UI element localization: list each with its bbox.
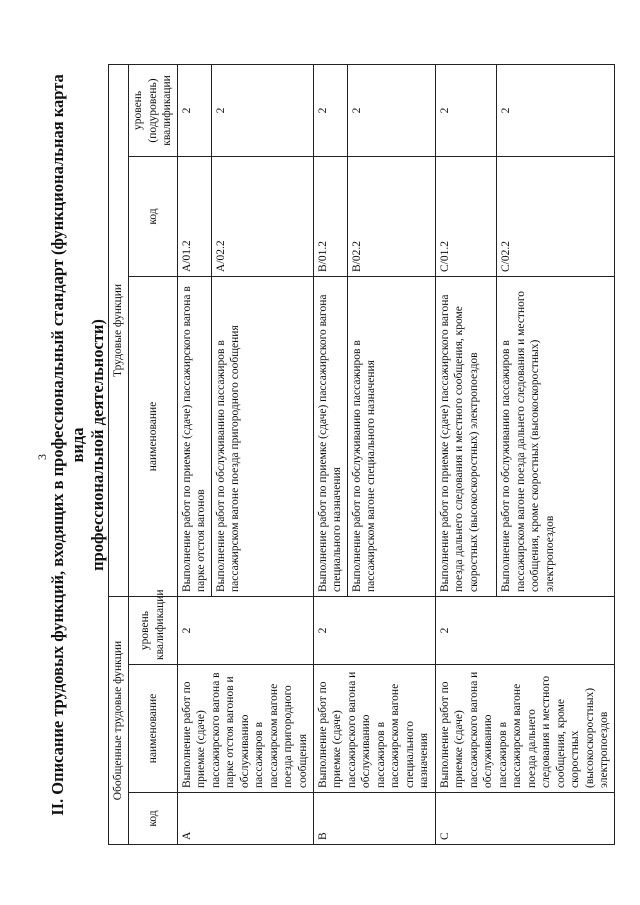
header-code2: код xyxy=(129,156,178,276)
gf-level: 2 xyxy=(313,596,435,664)
functions-table xyxy=(108,64,615,845)
tf-name: Выполнение работ по обслуживанию пассажиров в пассажирском вагоне специального назначения xyxy=(347,276,435,596)
title-line-1: II. Описание трудовых функций, входящих в профессиональный стандарт (функциональная карта вида xyxy=(48,74,87,816)
tf-level: 2 xyxy=(313,64,347,156)
gf-name: Выполнение работ по приемке (сдаче) пассажирского вагона в парке отстоя вагонов и обслуживанию пассажиров в пассажирском вагоне поезда пригородного сообщения xyxy=(177,665,313,793)
tf-name: Выполнение работ по обслуживанию пассажиров в пассажирском вагоне поезда пригородного сообщения xyxy=(211,276,313,596)
header-generalized: Обобщенные трудовые функции xyxy=(109,596,129,844)
header-labor: Трудовые функции xyxy=(109,64,129,596)
tf-level: 2 xyxy=(497,64,614,156)
gf-name: Выполнение работ по приемке (сдаче) пассажирского вагона и обслуживанию пассажиров в пассажирском вагоне специального назначения xyxy=(313,665,435,793)
tf-code: A/02.2 xyxy=(211,156,313,276)
header-sublevel: уровень (подуровень) квалификации xyxy=(129,64,178,156)
table-row xyxy=(435,64,497,844)
tf-level: 2 xyxy=(347,64,435,156)
tf-name: Выполнение работ по приемке (сдаче) пассажирского вагона в парке отстоя вагонов xyxy=(177,276,211,596)
table-row xyxy=(313,64,347,844)
header-name: наименование xyxy=(129,665,178,793)
gf-level: 2 xyxy=(177,596,313,664)
page-number: 3 xyxy=(35,454,49,460)
tf-level: 2 xyxy=(435,64,497,156)
gf-level: 2 xyxy=(435,596,614,664)
header-row-1 xyxy=(109,64,129,844)
tf-level: 2 xyxy=(177,64,211,156)
tf-code: C/01.2 xyxy=(435,156,497,276)
header-level: уровень квалификации xyxy=(129,596,178,664)
gf-code: C xyxy=(435,793,614,845)
tf-code: C/02.2 xyxy=(497,156,614,276)
tf-code: B/01.2 xyxy=(313,156,347,276)
tf-name: Выполнение работ по приемке (сдаче) пассажирского вагона поезда дальнего следования и местного сообщения, кроме скоростных (высокоскоростных) электропоездов xyxy=(435,276,497,596)
tf-name: Выполнение работ по приемке (сдаче) пассажирского вагона специального назначения xyxy=(313,276,347,596)
section-title xyxy=(48,55,108,835)
tf-level: 2 xyxy=(211,64,313,156)
gf-name: Выполнение работ по приемке (сдаче) пассажирского вагона и обслуживанию пассажиров в пассажирском вагоне поезда дальнего следования и местного сообщения, кроме скоростных (высокоскоростных) электропоездов xyxy=(435,665,614,793)
tf-code: A/01.2 xyxy=(177,156,211,276)
header-name2: наименование xyxy=(129,276,178,596)
title-line-2: профессиональной деятельности) xyxy=(88,319,107,571)
table-row xyxy=(177,64,211,844)
header-code: код xyxy=(129,793,178,845)
gf-code: B xyxy=(313,793,435,845)
tf-name: Выполнение работ по обслуживанию пассажиров в пассажирском вагоне поезда дальнего следования и местного сообщения, кроме скоростных (высокоскоростных) электропоездов xyxy=(497,276,614,596)
header-row-2 xyxy=(129,64,178,844)
tf-code: B/02.2 xyxy=(347,156,435,276)
gf-code: A xyxy=(177,793,313,845)
